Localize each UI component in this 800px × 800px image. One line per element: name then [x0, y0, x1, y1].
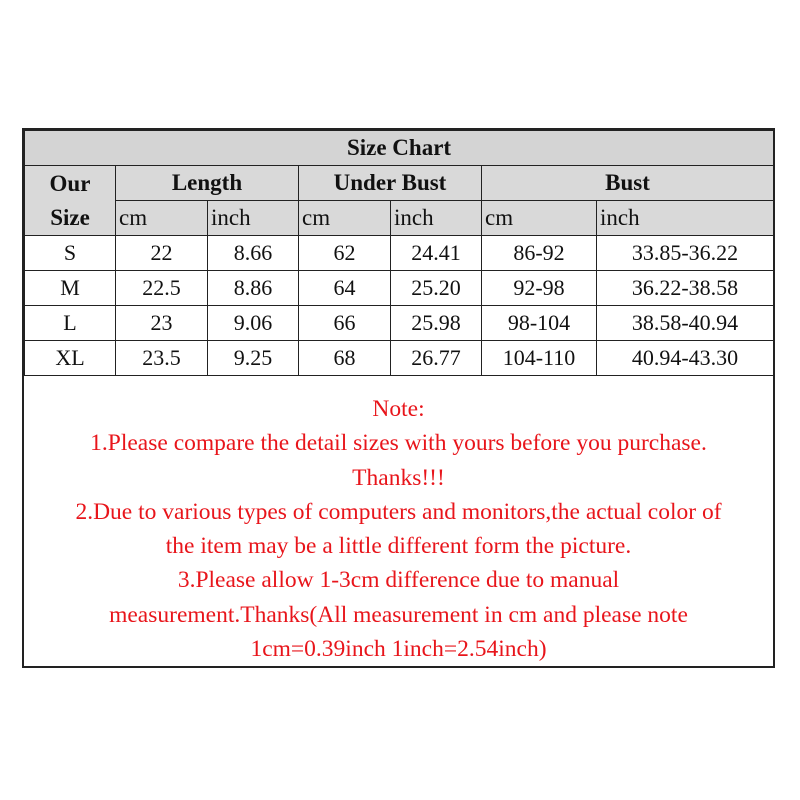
chart-title: Size Chart — [25, 131, 774, 166]
note-line: measurement.Thanks(All measurement in cm and please note — [109, 601, 688, 628]
underbust-cm-cell: 68 — [299, 341, 391, 376]
table-row — [25, 271, 774, 306]
unit-underbust-cm: cm — [299, 201, 391, 236]
bust-cm-cell: 86-92 — [482, 236, 597, 271]
underbust-inch-cell: 26.77 — [391, 341, 482, 376]
unit-bust-inch: inch — [597, 201, 774, 236]
unit-length-cm: cm — [116, 201, 208, 236]
under-bust-header: Under Bust — [299, 166, 482, 201]
size-header — [25, 166, 116, 236]
underbust-inch-cell: 25.20 — [391, 271, 482, 306]
length-inch-cell: 8.66 — [208, 236, 299, 271]
bust-header: Bust — [482, 166, 774, 201]
note-heading: Note: — [372, 396, 425, 422]
bust-inch-cell: 33.85-36.22 — [597, 236, 774, 271]
bust-inch-cell: 40.94-43.30 — [597, 341, 774, 376]
length-cm-cell: 23.5 — [116, 341, 208, 376]
size-header-our: Our — [49, 170, 91, 196]
size-header-size: Size — [50, 204, 90, 230]
note-line: the item may be a little different form the picture. — [165, 533, 632, 560]
length-inch-cell: 9.25 — [208, 341, 299, 376]
length-inch-cell: 9.06 — [208, 306, 299, 341]
length-cm-cell: 22.5 — [116, 271, 208, 306]
bust-inch-cell: 36.22-38.58 — [597, 271, 774, 306]
bust-cm-cell: 92-98 — [482, 271, 597, 306]
note-line: 3.Please allow 1-3cm difference due to manual — [177, 567, 620, 594]
table-row — [25, 306, 774, 341]
note-line: Thanks!!! — [352, 464, 445, 491]
underbust-cm-cell: 62 — [299, 236, 391, 271]
note-line: 2.Due to various types of computers and monitors,the actual color of — [75, 498, 722, 525]
unit-length-inch: inch — [208, 201, 299, 236]
underbust-cm-cell: 66 — [299, 306, 391, 341]
underbust-inch-cell: 24.41 — [391, 236, 482, 271]
size-chart — [22, 128, 775, 668]
unit-bust-cm: cm — [482, 201, 597, 236]
table-row — [25, 341, 774, 376]
unit-underbust-inch: inch — [391, 201, 482, 236]
size-cell: XL — [25, 341, 116, 376]
underbust-cm-cell: 64 — [299, 271, 391, 306]
underbust-inch-cell: 25.98 — [391, 306, 482, 341]
size-cell: S — [25, 236, 116, 271]
note-line: 1.Please compare the detail sizes with yours before you purchase. — [90, 430, 707, 457]
length-inch-cell: 8.86 — [208, 271, 299, 306]
note-line: 1cm=0.39inch 1inch=2.54inch) — [250, 636, 547, 663]
length-cm-cell: 23 — [116, 306, 208, 341]
size-table — [24, 130, 774, 376]
bust-inch-cell: 38.58-40.94 — [597, 306, 774, 341]
notes-section — [24, 387, 773, 666]
length-header: Length — [116, 166, 299, 201]
size-cell: M — [25, 271, 116, 306]
size-cell: L — [25, 306, 116, 341]
bust-cm-cell: 98-104 — [482, 306, 597, 341]
length-cm-cell: 22 — [116, 236, 208, 271]
table-row — [25, 236, 774, 271]
bust-cm-cell: 104-110 — [482, 341, 597, 376]
